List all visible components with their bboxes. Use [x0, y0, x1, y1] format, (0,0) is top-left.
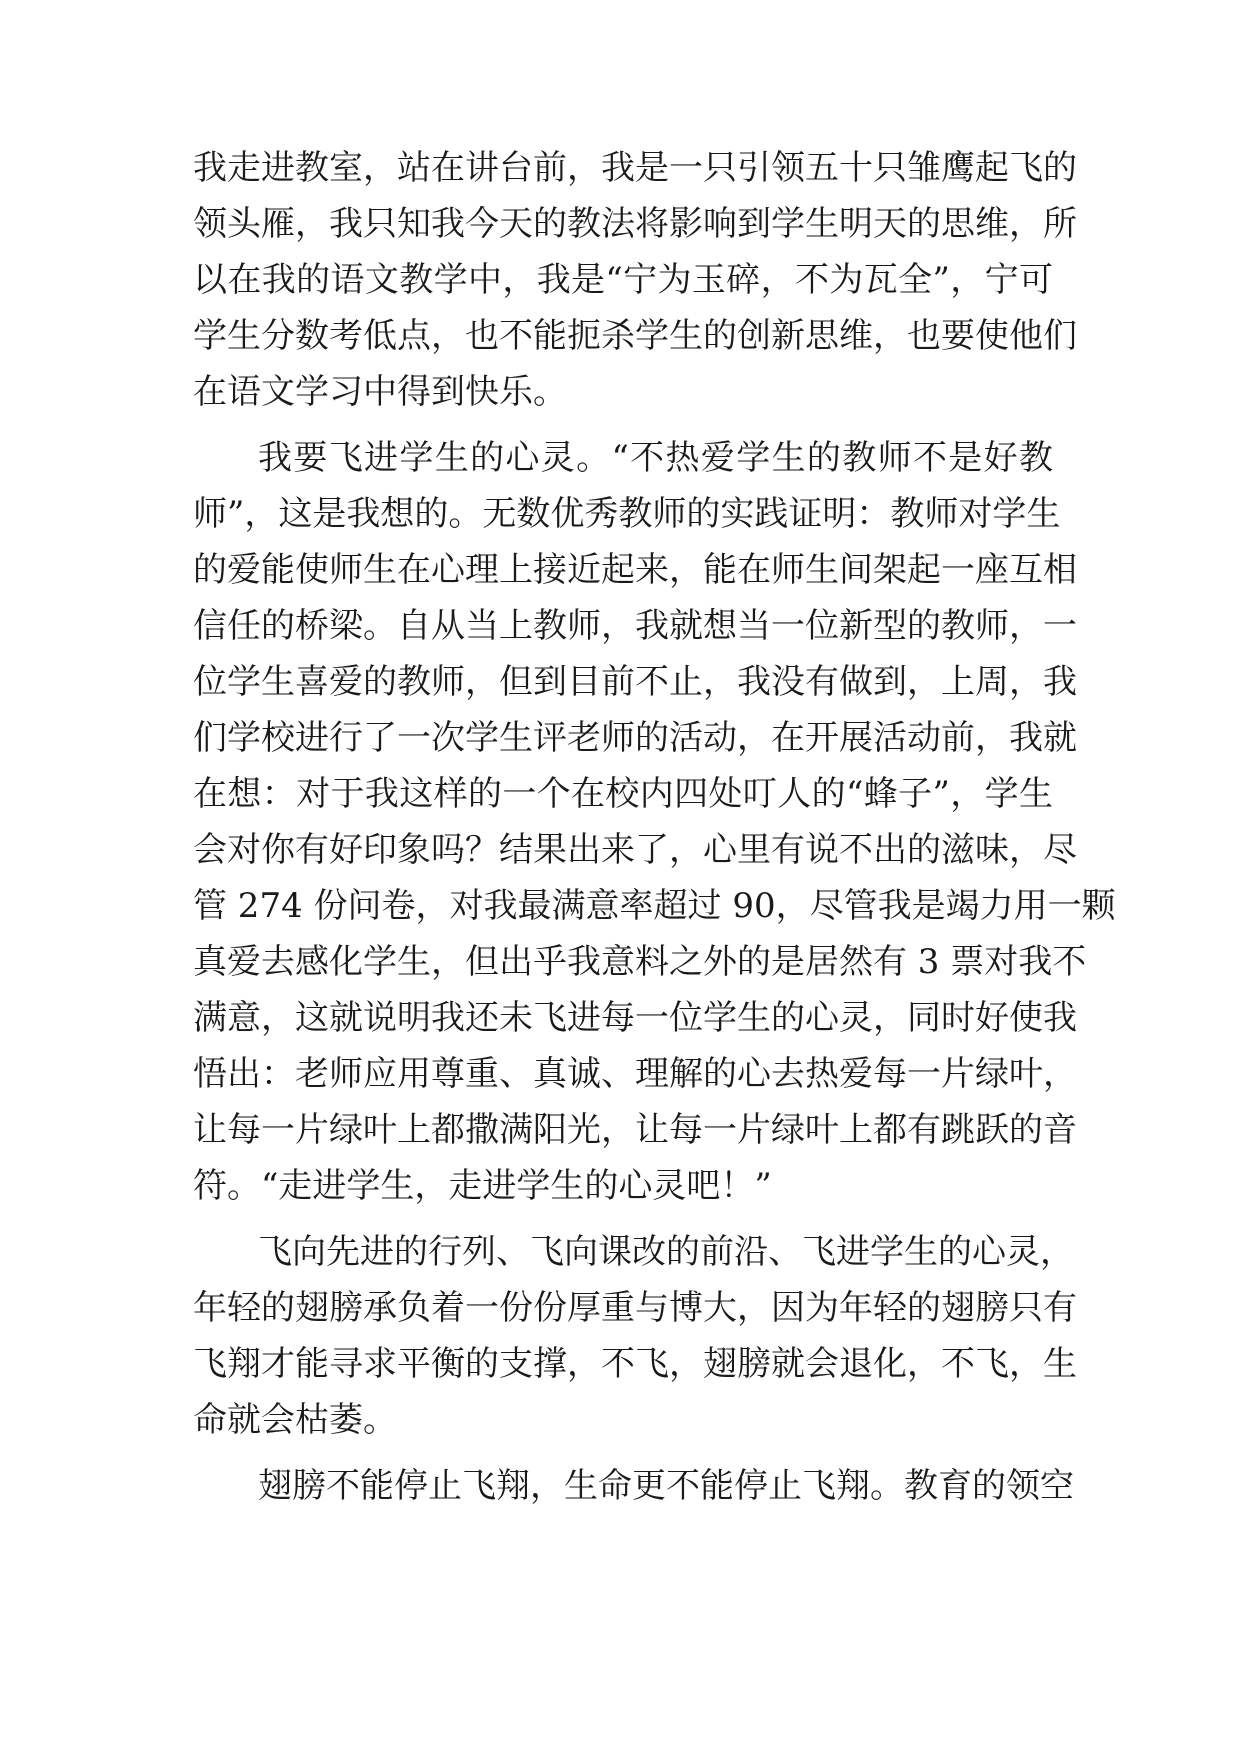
text-line: 飞向先进的行列、飞向课改的前沿、飞进学生的心灵，	[258, 1232, 1074, 1272]
text-line: 满意，这就说明我还未飞进每一位学生的心灵，同时好使我	[193, 998, 1077, 1038]
text-line: 们学校进行了一次学生评老师的活动，在开展活动前，我就	[193, 718, 1077, 758]
text-line: 在想：对于我这样的一个在校内四处叮人的“蜂子”，学生	[193, 774, 1053, 814]
text-line: 在语文学习中得到快乐。	[193, 372, 567, 412]
text-line: 飞翔才能寻求平衡的支撑，不飞，翅膀就会退化，不飞，生	[193, 1344, 1077, 1384]
text-line: 悟出：老师应用尊重、真诚、理解的心去热爱每一片绿叶，	[193, 1054, 1077, 1094]
text-line: 我走进教室，站在讲台前，我是一只引领五十只雏鹰起飞的	[193, 148, 1077, 188]
text-line: 以在我的语文教学中，我是“宁为玉碎，不为瓦全”，宁可	[193, 260, 1053, 300]
text-line: 我要飞进学生的心灵。“不热爱学生的教师不是好教	[258, 438, 1053, 478]
text-line: 师”，这是我想的。无数优秀教师的实践证明：教师对学生	[193, 494, 1061, 534]
text-line: 真爱去感化学生，但出乎我意料之外的是居然有 3 票对我不	[193, 942, 1087, 982]
text-line: 领头雁，我只知我今天的教法将影响到学生明天的思维，所	[193, 204, 1077, 244]
text-line: 位学生喜爱的教师，但到目前不止，我没有做到，上周，我	[193, 662, 1077, 702]
text-line: 年轻的翅膀承负着一份份厚重与博大，因为年轻的翅膀只有	[193, 1288, 1077, 1328]
text-line: 信任的桥梁。自从当上教师，我就想当一位新型的教师，一	[193, 606, 1077, 646]
text-line: 翅膀不能停止飞翔，生命更不能停止飞翔。教育的领空	[258, 1466, 1074, 1506]
text-line: 符。“走进学生，走进学生的心灵吧！”	[193, 1166, 772, 1206]
text-line: 命就会枯萎。	[193, 1400, 397, 1440]
text-line: 管 274 份问卷，对我最满意率超过 90，尽管我是竭力用一颗	[193, 886, 1116, 926]
text-line: 学生分数考低点，也不能扼杀学生的创新思维，也要使他们	[193, 316, 1077, 356]
text-line: 的爱能使师生在心理上接近起来，能在师生间架起一座互相	[193, 550, 1077, 590]
text-line: 让每一片绿叶上都撒满阳光，让每一片绿叶上都有跳跃的音	[193, 1110, 1077, 1150]
text-line: 会对你有好印象吗？结果出来了，心里有说不出的滋味，尽	[193, 830, 1077, 870]
